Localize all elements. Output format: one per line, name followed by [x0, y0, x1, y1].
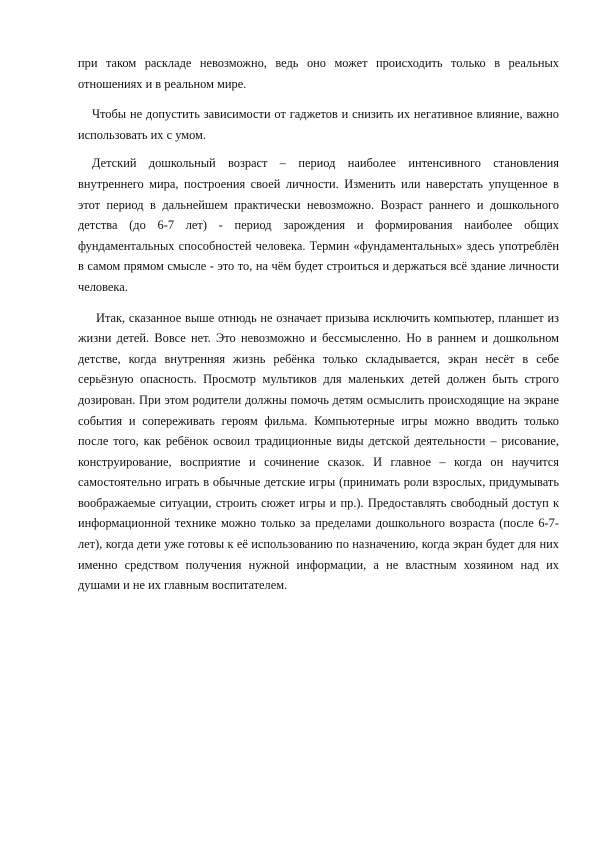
paragraph-3: Детский дошкольный возраст – период наиболее интенсивного становления внутреннего мира, построения своей личности. Изменить или наверстать упущенное в этот период в дальнейшем практически невозможно. Возраст раннего и дошкольного детства (до 6-7 лет) - период зарождения и формирования наиболее общих фундаментальных способностей человека. Термин «фундаментальных» здесь употреблён в самом прямом смысле - это то, на чём будет строиться и держаться всё здание личности человека. [78, 156, 559, 294]
paragraph-4: Итак, сказанное выше отнюдь не означает призыва исключить компьютер, планшет из жизни детей. Вовсе нет. Это невозможно и бессмысленно. Но в раннем и дошкольном детстве, когда внутренняя жизнь ребёнка только складывается, экран несёт в себе серьёзную опасность. Просмотр мультиков для маленьких детей должен быть строго дозирован. При этом родители должны помочь детям осмыслить происходящие на экране события и сопереживать героям фильма. Компьютерные игры можно вводить только после того, как ребёнок освоил традиционные виды детской деятельности – рисование, конструирование, восприятие и сочинение сказок. И главное – когда он научится самостоятельно играть в обычные детские игры (принимать роли взрослых, придумывать воображаемые ситуации, строить сюжет игры и пр.). Предоставлять свободный доступ к информационной технике можно только за пределами дошкольного возраста (после 6-7-лет), когда дети уже готовы к её использованию по назначению, когда экран будет для них именно средством получения нужной информации, а не властным хозяином над их душами и не их главным воспитателем. [78, 310, 559, 593]
paragraph-2: Чтобы не допустить зависимости от гаджетов и снизить их негативное влияние, важно использовать их с умом. [78, 107, 559, 142]
document-body [78, 53, 559, 596]
paragraph-1: при таком раскладе невозможно, ведь оно может происходить только в реальных отношениях и в реальном мире. [78, 56, 559, 91]
